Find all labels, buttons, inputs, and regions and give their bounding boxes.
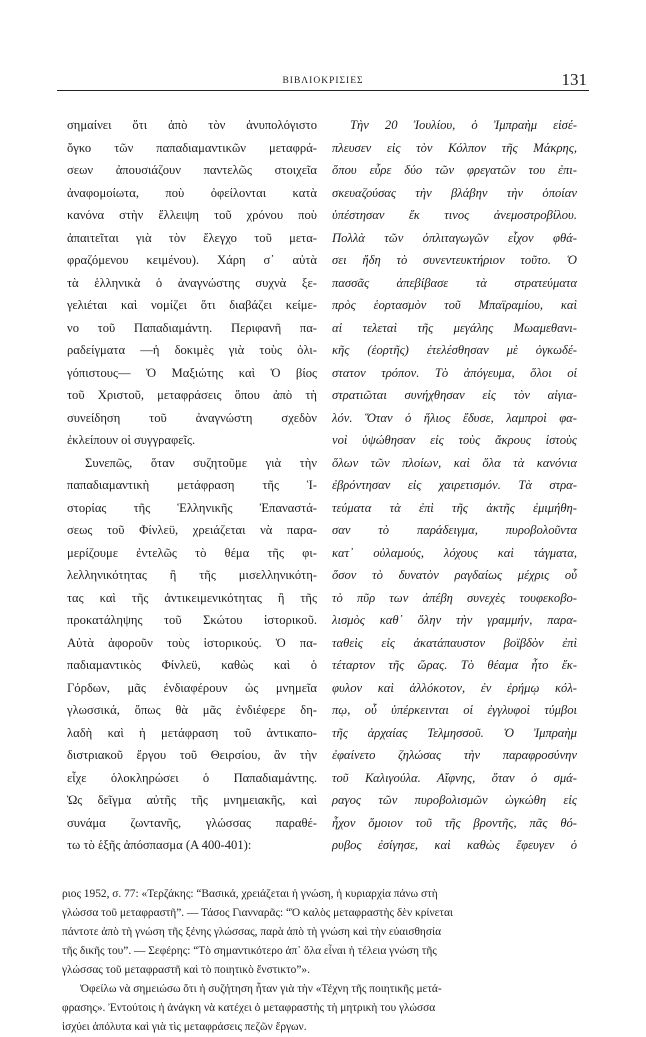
text-line: Γόρδων, μᾶς ἐνδιαφέρουν ὡς μνημεῖα <box>67 680 317 695</box>
quote-line: στρατιῶται συνήχθησαν εἰς τὸν αἰγια- <box>332 388 577 402</box>
footnote-line: Ὀφείλω νὰ σημειώσω ὅτι ἡ συζήτηση ἦταν γιὰ τὴν «Τέχνη τῆς ποιητικῆς μετά- <box>80 983 442 995</box>
quote-line: κῆς (ἑορτῆς) ἐτελέσθησαν μὲ ὀγκωδέ- <box>332 343 577 357</box>
text-line: Ὡς δεῖγμα αὐτῆς τῆς μνημειακῆς, καὶ <box>67 793 317 807</box>
text-line: σεων ἀπουσιάζουν παντελῶς στοιχεῖα <box>67 163 317 177</box>
footnotes <box>62 885 587 1037</box>
quote-line: σαν τὸ παράδειγμα, πυροβολοῦντα <box>332 523 577 537</box>
text-line: ἀπαιτεῖται γιὰ τὸν ἔλεγχο τοῦ μετα- <box>67 230 317 245</box>
text-line: λαδὴ καὶ ἡ μετάφραση τοῦ ἀντικαπο- <box>67 725 317 740</box>
text-line: σημαίνει ὅτι ἀπὸ τὸν ἀνυπολόγιστο <box>67 118 317 132</box>
quote-line: ἐφαίνετο ζηλώσας τὴν παραφροσύνην <box>332 748 577 762</box>
quote-line: ὅλων τῶν πλοίων, καὶ ὅλα τὰ κανόνια <box>332 455 577 470</box>
text-line: νο τοῦ Παπαδιαμάντη. Περιφανῆ πα- <box>67 320 317 335</box>
quote-line: πλευσεν εἰς τὸν Κόλπον τῆς Μάκρης, <box>332 140 577 155</box>
quote-line: ὑπέστησαν ἔκ τινος ἀνεμοστροβίλου. <box>332 208 577 222</box>
quote-line: τὸ πῦρ των ἀπέβη συνεχὲς τουφεκοβο- <box>332 590 577 605</box>
quote-line: σει ἤδη τὸ συνεντευκτήριον τοῦτο. Ὁ <box>332 253 577 267</box>
footnote-line: πάντοτε ἀπὸ τὴ γνώση τῆς ξένης γλώσσας, παρὰ ἀπὸ τὴ γνώση καὶ τὴν εὐαισθησία <box>62 926 442 938</box>
text-line: εἶχε ὁλοκληρώσει ὁ Παπαδιαμάντης. <box>67 770 317 785</box>
text-line: γελιέται καὶ νομίζει ὅτι διαβάζει κείμε- <box>67 298 317 312</box>
left-column <box>67 114 317 857</box>
quote-line: ὅσον τὸ δυνατὸν ραγδαίως μέχρις οὗ <box>332 568 577 582</box>
text-line: ἀναφομοίωτα, ποὺ ὀφείλονται κατὰ <box>67 185 317 200</box>
quote-line: σκευαζούσας τὴν βλάβην τὴν ὁποίαν <box>332 185 577 200</box>
quote-line: τεύματα τὰ ἐπὶ τῆς ἀκτῆς ἐμιμήθη- <box>332 500 577 515</box>
quote-line: ταθεὶς εἰς ἀκατάπαυστον βοϊβδὸν ἐπὶ <box>332 635 577 650</box>
quote-line: πρὸς ἑορτασμὸν τοῦ Μπαϊραμίου, καὶ <box>332 298 577 312</box>
right-column-quotation <box>332 114 577 857</box>
quote-line: νοὶ ὑψώθησαν εἰς τοὺς ἄκρους ἱστοὺς <box>332 433 577 447</box>
text-line: Συνεπῶς, ὅταν συζητοῦμε γιὰ τὴν <box>85 455 317 470</box>
quote-line: ἐβρόντησαν εἰς χαιρετισμόν. Τὰ στρα- <box>332 478 577 492</box>
text-line: ἐκλείπουν οἱ συγγραφεῖς. <box>67 433 196 447</box>
quote-line: τέταρτον τῆς ὥρας. Τὸ θέαμα ἦτο ἔκ- <box>332 658 577 672</box>
quote-line: κατ᾽ οὐλαμούς, λόχους καὶ τάγματα, <box>332 545 577 560</box>
quote-line: τοῦ Καλιγούλα. Αἴφνης, ὅταν ὁ σμά- <box>332 770 577 785</box>
quote-line: τῆς ἀρχαίας Τελμησσοῦ. Ὁ Ἰμπραὴμ <box>332 725 577 740</box>
text-line: διστριακοῦ ἔργου τοῦ Θειρσίου, ἂν τὴν <box>67 748 317 762</box>
quote-line: λόν. Ὅταν ὁ ἥλιος ἔδυσε, λαμπροὶ φα- <box>332 410 577 425</box>
quote-line: ραγος τῶν πυροβολισμῶν ὠγκώθη εἰς <box>332 793 577 807</box>
footnote-line: ἰσχύει ἀπόλυτα καὶ γιὰ τὶς μεταφράσεις πεζῶν ἔργων. <box>62 1021 307 1033</box>
running-head: ΒΙΒΛΙΟΚΡΙΣΙΕΣ <box>282 76 364 86</box>
text-line: τοῦ Χριστοῦ, μεταφράσεις ὅπου ἀπὸ τὴ <box>67 388 317 402</box>
text-line: μερίζουμε ἐντελῶς τὸ θέμα τῆς φι- <box>67 545 317 560</box>
text-line: ὄγκο τῶν παπαδιαμαντικῶν μεταφρά- <box>67 140 317 155</box>
footnote-line: ριος 1952, σ. 77: «Τερζάκης: “Βασικά, χρειάζεται ἡ γνώση, ἡ κυριαρχία πάνω στὴ <box>62 888 438 900</box>
text-line: τὰ ἑλληνικὰ ὁ ἀναγνώστης συχνὰ ξε- <box>67 275 317 290</box>
quote-line: πῳ, οὗ ὑπέρκεινται οἱ ἐγγλυφοὶ τύμβοι <box>332 703 577 717</box>
footnote-line: τῆς δικῆς του”. — Σεφέρης: “Τὸ σημαντικότερο ἀπ᾽ ὅλα εἶναι ἡ τέλεια γνώση τῆς <box>62 945 437 957</box>
quote-line: λισμὸς καθ᾽ ὅλην τὴν γραμμήν, παρα- <box>332 613 577 627</box>
text-line: τας καὶ τῆς ἀντικειμενικότητας ἢ τῆς <box>67 590 317 605</box>
quote-line: Τὴν 20 Ἰουλίου, ὁ Ἰμπραὴμ εἰσέ- <box>350 118 577 132</box>
page-number: 131 <box>561 70 587 89</box>
text-line: φραζόμενου κειμένου). Χάρη σ᾽ αὐτὰ <box>67 253 317 267</box>
text-line: λελληνικότητας ἢ τῆς μισελληνικότη- <box>67 568 317 582</box>
text-line: κανόνα στὴν ἔλλειψη τοῦ χρόνου ποὺ <box>67 208 317 222</box>
text-line: γλωσσικά, ὅπως θὰ μᾶς ἐνδιέφερε δη- <box>67 703 317 717</box>
text-line: σεως τοῦ Φίνλεϋ, χρειάζεται νὰ παρα- <box>67 523 317 537</box>
text-line: στορίας τῆς Ἑλληνικῆς Ἐπαναστά- <box>67 500 317 515</box>
text-line: Αὐτὰ ἀφοροῦν τοὺς ἱστορικούς. Ὁ πα- <box>67 635 317 650</box>
text-line: προκατάληψης τοῦ Σκώτου ἱστορικοῦ. <box>67 613 317 627</box>
footnote-line: γλώσσας τοῦ μεταφραστῆ καὶ τὸ ποιητικὸ ἔνστικτο”». <box>62 964 310 976</box>
quote-line: ρυβος ἐσίγησε, καὶ καθὼς ἔφευγεν ὁ <box>332 838 577 852</box>
text-line: γόπιστους— Ὁ Μαξιώτης καὶ Ὁ βίος <box>67 365 317 380</box>
footnote-line: φρασης». Ἐντούτοις ἡ ἀνάγκη νὰ κατέχει ὁ μεταφραστὴς τὴ μητρικὴ του γλώσσα <box>62 1002 436 1014</box>
quote-line: φυλον καὶ ἀλλόκοτον, ἐν ἐρήμῳ κόλ- <box>332 680 577 695</box>
quote-line: αἱ τελεταὶ τῆς μεγάλης Μωαμεθανι- <box>332 320 577 335</box>
quote-line: στατον τρόπον. Τὸ ἀπόγευμα, ὅλοι οἱ <box>332 365 577 380</box>
text-line: ραδείγματα —ἡ δοκιμὲς γιὰ τοὺς ὀλι- <box>67 343 317 357</box>
footnote-line: γλώσσα τοῦ μεταφραστῆ”. — Τάσος Γιανναρᾶς: “Ὁ καλὸς μεταφραστὴς δὲν κρίνεται <box>62 907 453 919</box>
text-line: συνάμα ζωντανῆς, γλώσσας παραθέ- <box>67 815 317 830</box>
text-line: συνείδηση τοῦ ἀναγνώστη σχεδὸν <box>67 410 317 425</box>
page-header <box>57 64 589 91</box>
quote-line: Πολλὰ τῶν ὁπλιταγωγῶν εἶχον φθά- <box>332 230 577 245</box>
text-line: τω τὸ ἑξῆς ἀπόσπασμα (Α 400-401): <box>67 838 252 852</box>
quote-line: πασσᾶς ἀπεβίβασε τὰ στρατεύματα <box>332 275 577 290</box>
text-line: παπαδιαμαντικὴ μετάφραση τῆς Ἱ- <box>67 478 317 492</box>
text-line: παδιαμαντικὸς Φίνλεϋ, καθὼς καὶ ὁ <box>67 658 317 672</box>
quote-line: ὅπου εὗρε δύο τῶν φρεγατῶν του ἐπι- <box>332 163 577 177</box>
quote-line: ἦχον ὅμοιον τοῦ τῆς βροντῆς, πᾶς θό- <box>332 815 577 830</box>
